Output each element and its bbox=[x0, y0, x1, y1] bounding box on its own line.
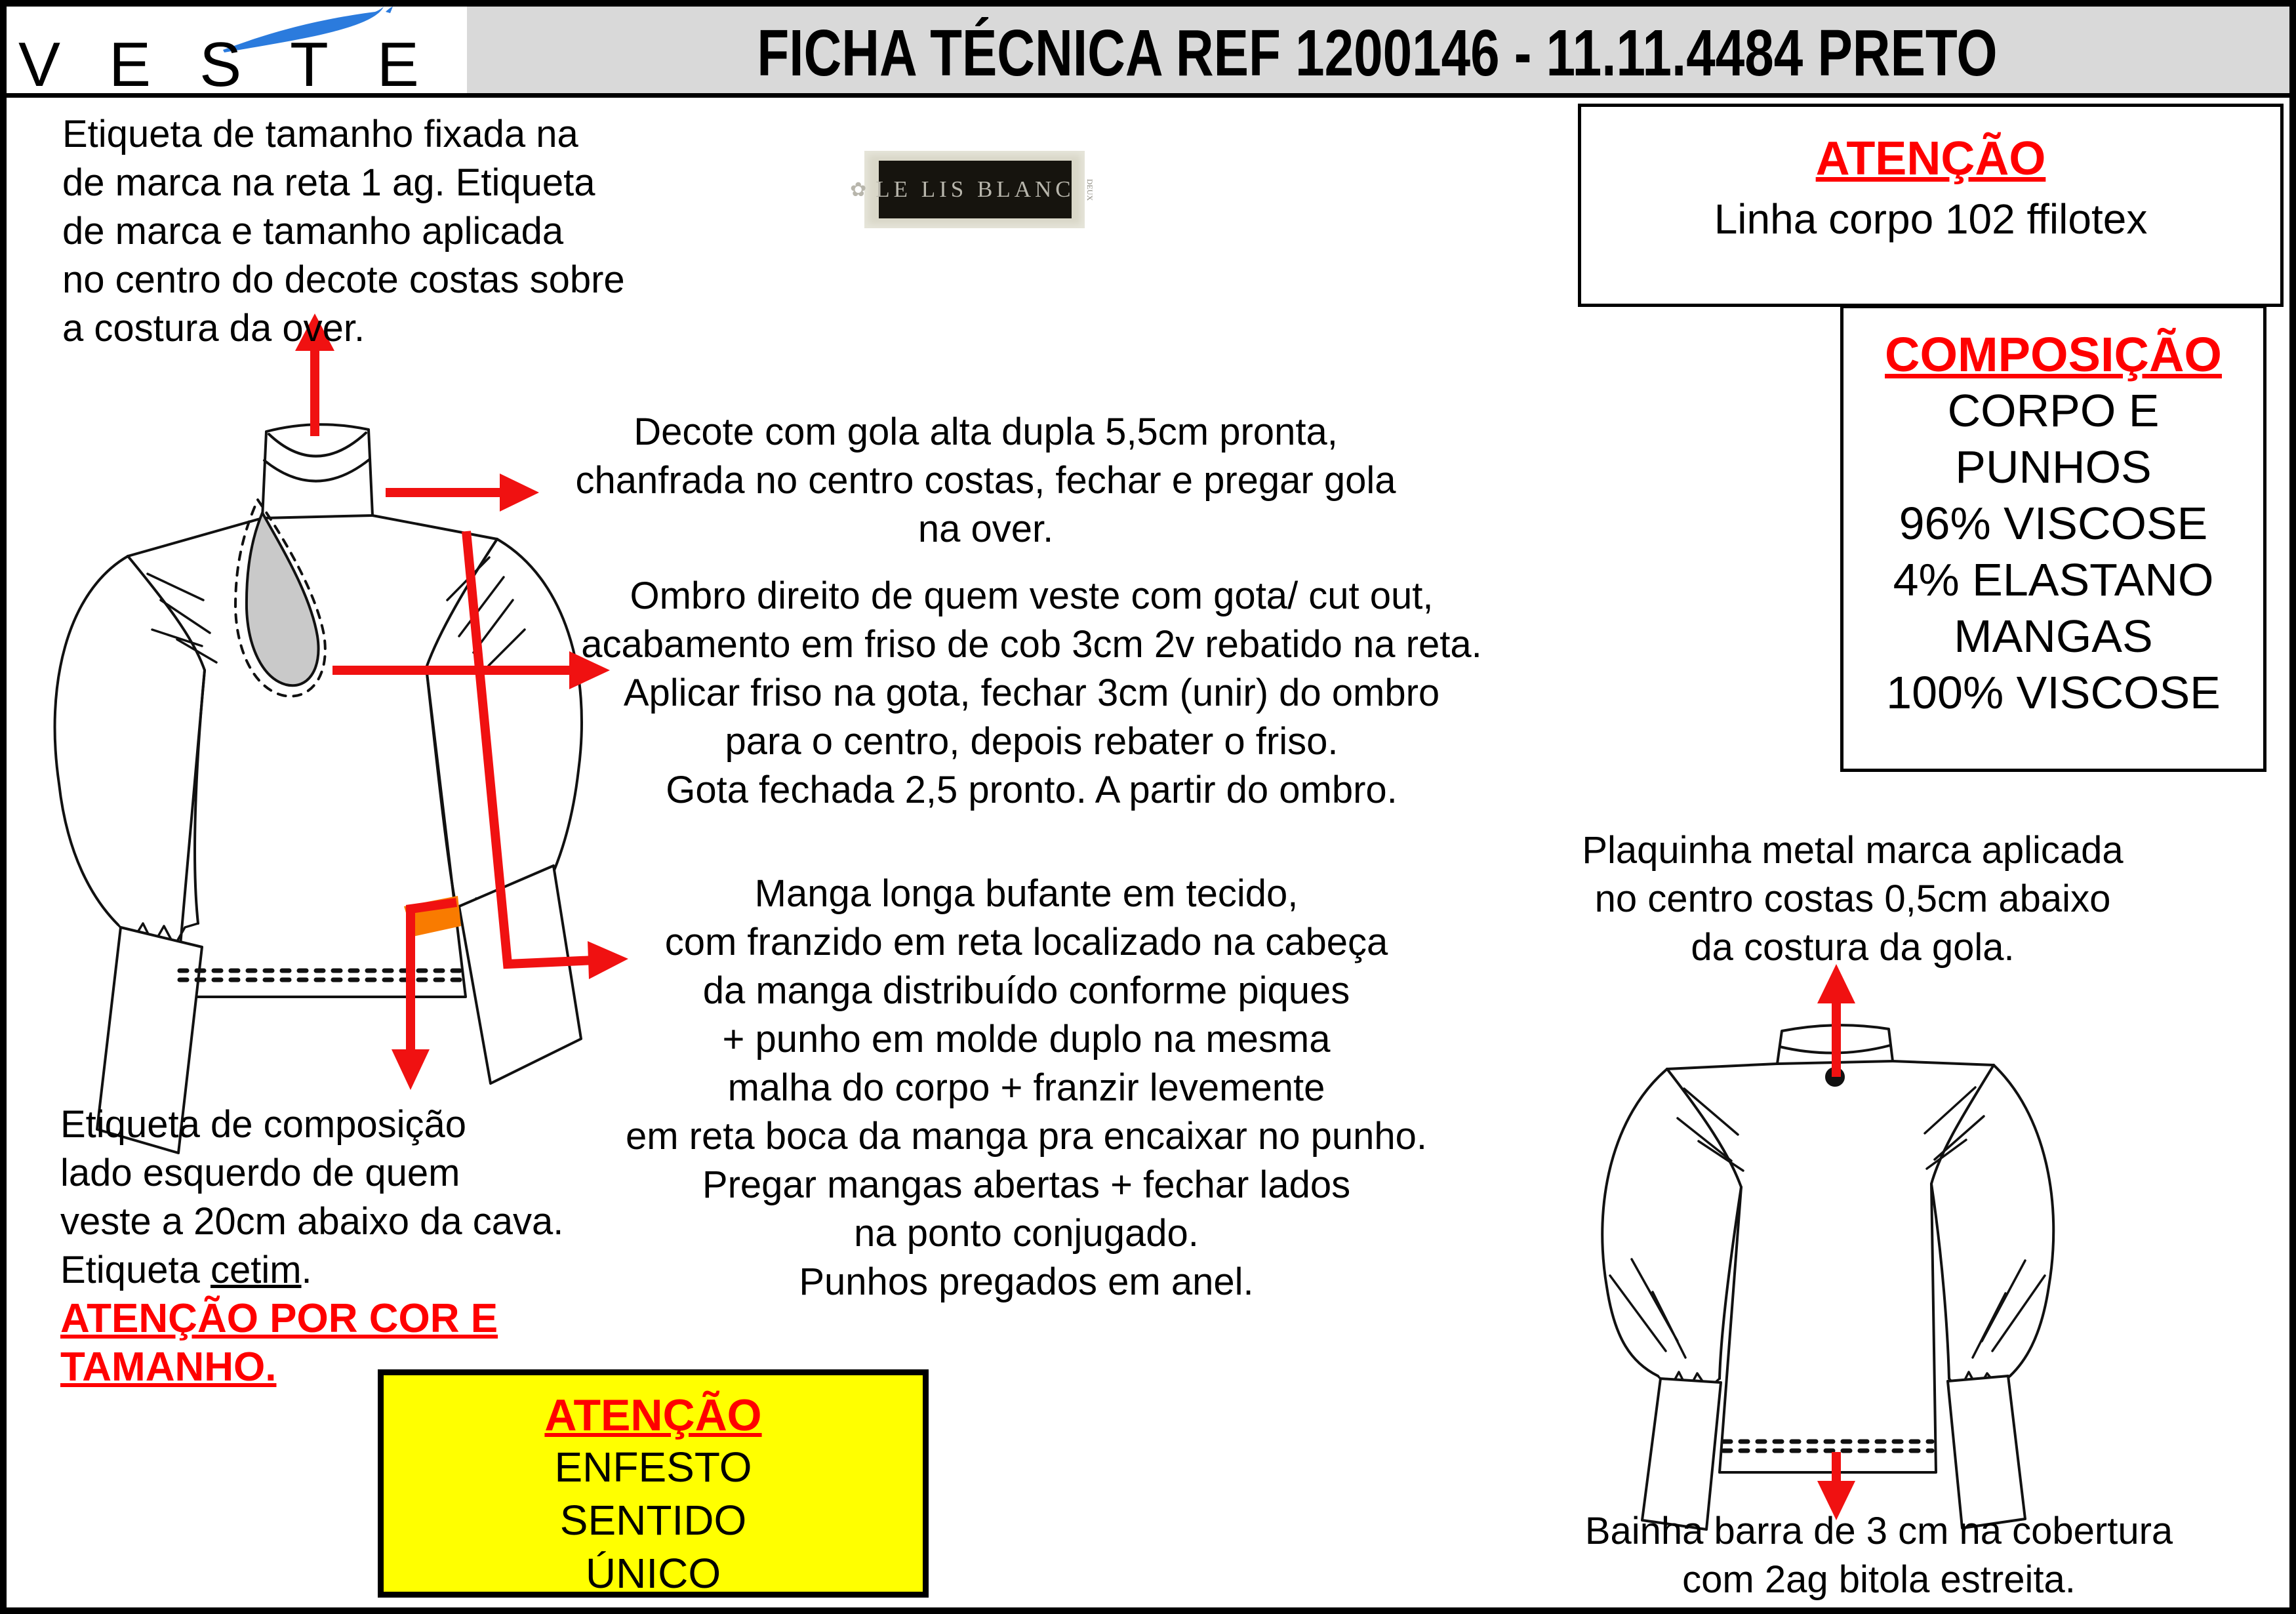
annotation-hem: Bainha barra de 3 cm na cobertura com 2ag bitola estreita. bbox=[1584, 1510, 2173, 1601]
attention-box-title: ATENÇÃO bbox=[1815, 132, 2046, 185]
annotation-composition-label: Etiqueta de composição lado esquerdo de quem veste a 20cm abaixo da cava. Etiqueta cetim. ATENÇÃO POR COR E TAMANHO. bbox=[60, 1100, 651, 1392]
page-title: FICHA TÉCNICA REF 1200146 - 11.11.4484 PRETO bbox=[757, 16, 1998, 90]
warning-box-title: ATENÇÃO bbox=[544, 1390, 762, 1440]
brand-label-tag bbox=[850, 161, 1095, 218]
annotation-size-label: Etiqueta de tamanho fixada na de marca na reta 1 ag. Etiqueta de marca e tamanho aplicada no centro do decote costas sobre a costura da over. bbox=[62, 113, 625, 350]
brand-label-photo bbox=[850, 151, 1095, 228]
logo-wordmark: VESTE bbox=[18, 30, 468, 100]
composition-box: COMPOSIÇÃO CORPO E PUNHOS 96% VISCOSE 4% ELASTANO MANGAS 100% VISCOSE bbox=[1840, 305, 2266, 772]
attention-color-size-line1: ATENÇÃO POR COR E bbox=[60, 1296, 498, 1341]
underlined-word: cetim bbox=[210, 1249, 302, 1291]
brand-label-text: LE LIS BLANC bbox=[876, 176, 1075, 202]
attention-box bbox=[1578, 104, 2284, 307]
warning-box: ATENÇÃO ENFESTO SENTIDO ÚNICO bbox=[378, 1369, 929, 1598]
back-view-drawing bbox=[1602, 1025, 2053, 1529]
composition-box-title: COMPOSIÇÃO bbox=[1885, 327, 2222, 382]
brand-label-suffix: DEUX bbox=[1085, 178, 1095, 201]
attention-color-size-line2: TAMANHO. bbox=[60, 1344, 277, 1390]
annotation-neckline: Decote com gola alta dupla 5,5cm pronta, chanfrada no centro costas, fechar e pregar gola na over. bbox=[575, 411, 1396, 550]
annotation-sleeve: Manga longa bufante em tecido, com franzido em reta localizado na cabeça da manga distribuído conforme piques + punho em molde duplo na mesma malha do corpo + franzir levemente em reta boca da manga pra encaixar no punho. Pregar mangas abertas + fechar lados na ponto conjugado. Punhos pregados em anel. bbox=[625, 872, 1428, 1303]
flower-icon: ✿ bbox=[850, 178, 867, 201]
attention-box-body: Linha corpo 102 ffilotex bbox=[1714, 195, 2148, 243]
annotation-shoulder: Ombro direito de quem veste com gota/ cut out, acabamento em friso de cob 3cm 2v rebatido na reta. Aplicar friso na gota, fechar 3cm (unir) do ombro para o centro, depois rebater o friso. Gota fechada 2,5 pronto. A partir do ombro. bbox=[581, 575, 1482, 811]
annotation-metal-plate: Plaquinha metal marca aplicada no centro costas 0,5cm abaixo da costura da gola. bbox=[1582, 829, 2124, 969]
